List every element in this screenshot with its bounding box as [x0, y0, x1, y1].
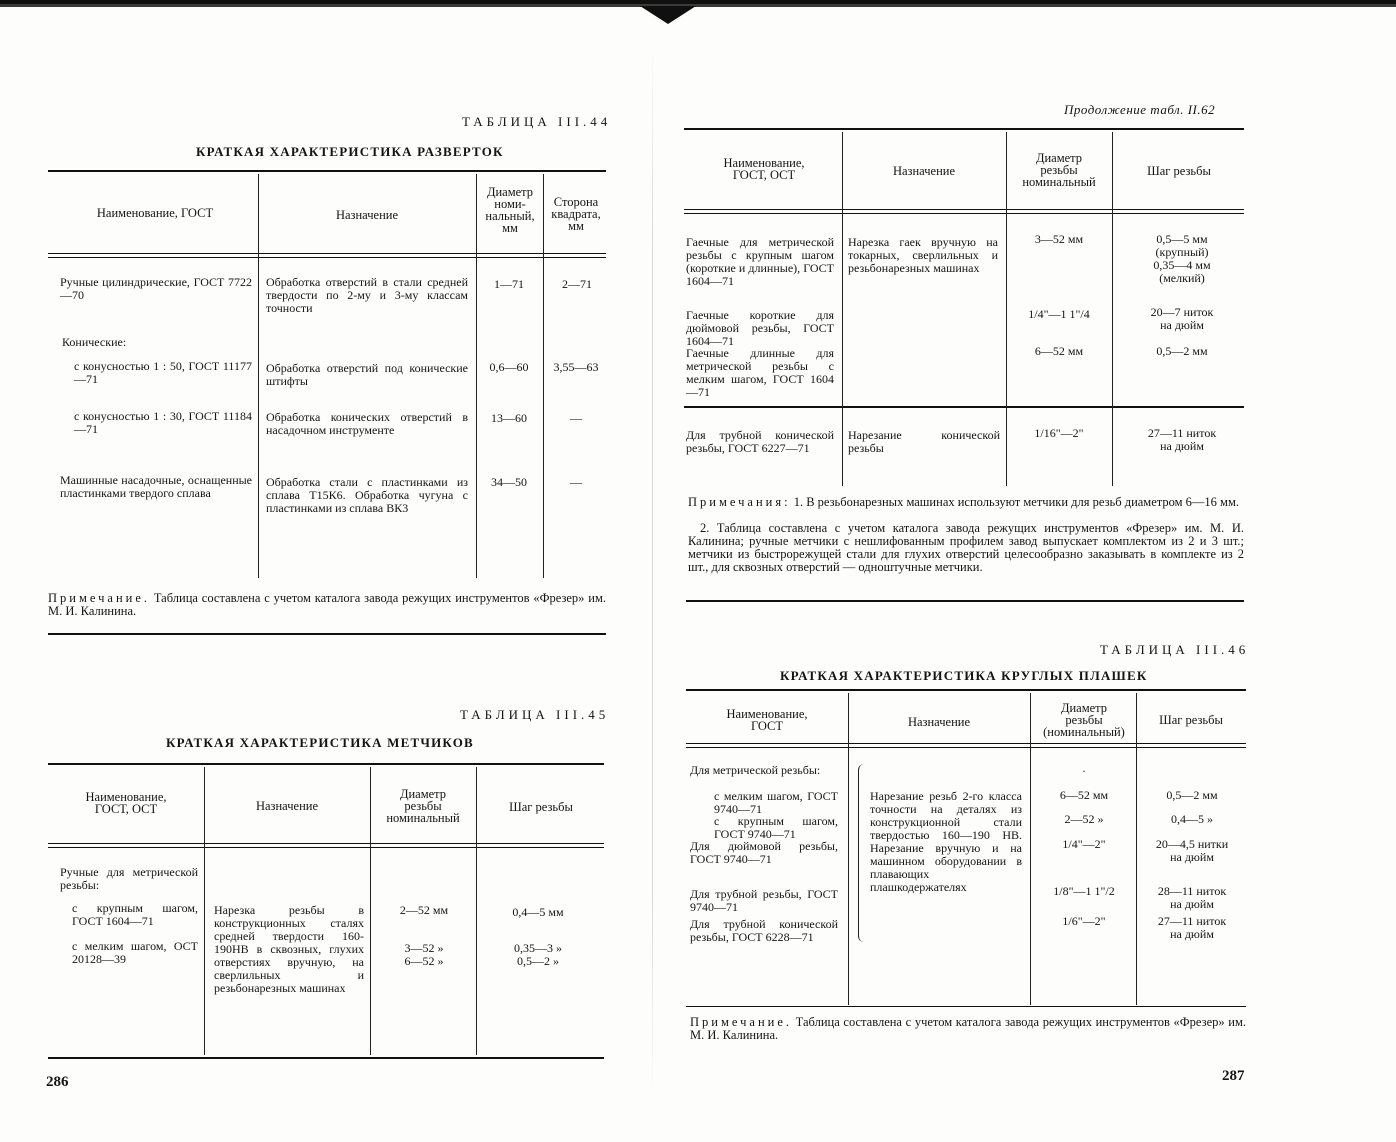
- table44-row2-purpose: Обработка отверстий под конические штифты: [266, 361, 468, 388]
- continuation-purpose-1: Нарезка гаек вручную на токарных, сверлильных и резьбонарезных машинах: [848, 235, 998, 275]
- continuation-diameter-1: 3—52 мм: [1034, 232, 1084, 246]
- continuation-header-rule: [684, 209, 1244, 210]
- table46-note: [690, 1016, 1246, 1042]
- table44-header-rule-2: [48, 257, 606, 258]
- continuation-title: Продолжение табл. II.62: [1064, 102, 1216, 117]
- continuation-col-divider-2: [1006, 132, 1007, 486]
- table44-note-text: Таблица составлена с учетом каталога завода режущих инструментов «Фрезер» им. М. И. Калинина.: [48, 591, 606, 618]
- continuation-header-rule-2: [684, 213, 1244, 214]
- table44-title: КРАТКАЯ ХАРАКТЕРИСТИКА РАЗВЕРТОК: [196, 144, 504, 159]
- table46-row2-pitch: 0,4—5 »: [1171, 812, 1213, 826]
- table46-header-pitch: Шаг резьбы: [1159, 713, 1223, 727]
- table44-header-purpose: Назначение: [335, 208, 398, 222]
- continuation-col-divider-1: [842, 132, 843, 486]
- table44-row3-diameter: 13—60: [491, 411, 527, 425]
- table44-bottom-rule: [48, 633, 606, 635]
- table46-row2-diameter: 2—52 »: [1064, 812, 1104, 826]
- continuation-note: [688, 496, 1244, 509]
- table44-col-divider-3: [543, 174, 544, 578]
- table45-col-divider-3: [476, 767, 477, 1055]
- table45-top-rule: [48, 763, 604, 765]
- table44-row3-purpose: Обработка конических отверстий в насадочном инструменте: [266, 410, 468, 437]
- table45-row1-name: с крупным шагом, ГОСТ 1604—71: [72, 901, 198, 928]
- continuation-name-2: Гаечные короткие для дюймовой резьбы, ГОСТ 1604—71: [686, 308, 834, 348]
- table44-row3-square: —: [570, 411, 582, 425]
- continuation-header-diameter: Диаметр резьбы номинальный: [1022, 151, 1096, 189]
- continuation-pitch-1: 0,5—5 мм (крупный) 0,35—4 мм (мелкий): [1153, 232, 1211, 285]
- table45-bottom-rule: [48, 1057, 604, 1059]
- table45-row1-pitch: 0,4—5 мм: [512, 905, 564, 919]
- table44-row1-diameter: 1—71: [494, 277, 524, 291]
- table45-group-name: Ручные для метрической резьбы:: [60, 865, 198, 892]
- continuation-header-name: Наименование, ГОСТ, ОСТ: [723, 156, 805, 182]
- table46-row5-diameter: 1/6"—2": [1062, 914, 1106, 928]
- table46-row1-pitch: 0,5—2 мм: [1166, 788, 1218, 802]
- continuation-pitch-2: 20—7 ниток на дюйм: [1150, 305, 1214, 332]
- continuation-pitch-3: 0,5—2 мм: [1156, 344, 1208, 358]
- table46-col-divider-1: [848, 693, 849, 1005]
- table45-label: ТАБЛИЦА III.45: [460, 707, 610, 722]
- table46-row4-pitch: 28—11 ниток на дюйм: [1157, 884, 1227, 911]
- table44-top-rule: [48, 170, 606, 172]
- continuation-header-purpose: Назначение: [892, 164, 955, 178]
- table46-note-label: Примечание.: [690, 1015, 793, 1029]
- table46-header-name: Наименование, ГОСТ: [726, 707, 808, 733]
- table44-row2-square: 3,55—63: [553, 360, 599, 374]
- continuation-col-divider-3: [1112, 132, 1113, 486]
- continuation-diameter-3: 6—52 мм: [1034, 344, 1084, 358]
- table46-row4-name: Для трубной резьбы, ГОСТ 9740—71: [690, 887, 838, 914]
- table44-header-rule: [48, 253, 606, 254]
- table45-col-divider-2: [370, 767, 371, 1055]
- table46-row3-name: Для дюймовой резьбы, ГОСТ 9740—71: [690, 839, 838, 866]
- table45-purpose: Нарезка резьбы в конструкционных сталях средней твердости 160-190НВ в сквозных, глухих отверстиях вручную, на сверлильных и резьбонарезных машинах: [214, 903, 364, 995]
- table46-header-rule-2: [686, 747, 1246, 748]
- table44-row1-purpose: Обработка отверстий в стали средней твердости по 2-му и 3-му классам точности: [266, 275, 468, 315]
- table45-row1-diameter: 2—52 мм: [399, 903, 449, 917]
- table44-row4-diameter: 34—50: [491, 475, 527, 489]
- continuation-header-pitch: Шаг резьбы: [1147, 164, 1211, 178]
- table45-header-name: Наименование, ГОСТ, ОСТ: [85, 790, 167, 816]
- page-number-right: 287: [1222, 1068, 1245, 1084]
- table46-purpose: Нарезание резьб 2-го класса точности на деталях из конструкционной стали твердостью 160—190 НВ. Нарезание вручную и на машинном оборудовании в плавающих плашкодержателях: [870, 789, 1022, 894]
- table46-row1-name: с мелким шагом, ГОСТ 9740—71: [714, 789, 838, 816]
- table45-header-rule-2: [48, 847, 604, 848]
- table46-note-text: Таблица составлена с учетом каталога завода режущих инструментов «Фрезер» им. М. И. Калинина.: [690, 1015, 1246, 1042]
- continuation-name-3: Гаечные длинные для метрической резьбы с мелким шагом, ГОСТ 1604—71: [686, 346, 834, 399]
- table44-col-divider-1: [258, 174, 259, 578]
- table44-header-name: Наименование, ГОСТ: [96, 206, 214, 220]
- table46-col-divider-3: [1136, 693, 1137, 1005]
- continuation-top-rule: [684, 128, 1244, 130]
- table46-row4-diameter: 1/8"—1 1"/2: [1053, 884, 1115, 898]
- table46-header-purpose: Назначение: [907, 715, 970, 729]
- table46-row3-diameter: 1/4"—2": [1062, 837, 1106, 851]
- table45-header-diameter: Диаметр резьбы номинальный: [386, 787, 460, 825]
- table46-placeholder-mark: ·: [1082, 764, 1086, 778]
- table45-header-pitch: Шаг резьбы: [509, 800, 573, 814]
- continuation-diameter-2: 1/4"—1 1"/4: [1028, 307, 1090, 321]
- table44-row3-name: с конусностью 1 : 30, ГОСТ 11184—71: [74, 409, 252, 436]
- page-gutter: [652, 40, 653, 1100]
- continuation-row2-name: Для трубной конической резьбы, ГОСТ 6227—71: [686, 428, 834, 455]
- table45-header-rule: [48, 843, 604, 844]
- table44-row2-name: с конусностью 1 : 50, ГОСТ 11177—71: [74, 359, 252, 386]
- table46-row1-diameter: 6—52 мм: [1059, 788, 1109, 802]
- continuation-bottom-rule: [686, 600, 1244, 602]
- table46-title: КРАТКАЯ ХАРАКТЕРИСТИКА КРУГЛЫХ ПЛАШЕК: [780, 668, 1148, 683]
- table46-header-diameter: Диаметр резьбы (номинальный): [1043, 701, 1125, 739]
- continuation-note-text-1: 1. В резьбонарезных машинах используют метчики для резьб диаметром 6—16 мм.: [790, 495, 1239, 509]
- table46-bracket-left: [858, 764, 867, 942]
- table44-col-divider-2: [476, 174, 477, 578]
- table44-row4-square: —: [570, 475, 582, 489]
- table44-note-label: Примечание.: [48, 591, 151, 605]
- table45-col-divider-1: [204, 767, 205, 1055]
- book-spine-band: [0, 0, 1396, 12]
- table45-row2-name: с мелким шагом, ОСТ 20128—39: [72, 939, 198, 966]
- table46-group-name: Для метрической резьбы:: [690, 763, 821, 777]
- table46-top-rule: [686, 689, 1246, 691]
- table45-title: КРАТКАЯ ХАРАКТЕРИСТИКА МЕТЧИКОВ: [166, 735, 474, 750]
- continuation-row2-purpose: Нарезание конической резьбы: [848, 428, 1000, 455]
- table44-note: [48, 592, 606, 618]
- table46-header-rule: [686, 743, 1246, 744]
- table44-row1-square: 2—71: [562, 277, 592, 291]
- continuation-row2-pitch: 27—11 ниток на дюйм: [1147, 426, 1217, 453]
- table44-row2-diameter: 0,6—60: [489, 360, 529, 374]
- table44-row1-name: Ручные цилиндрические, ГОСТ 7722—70: [60, 275, 252, 302]
- continuation-row-rule: [684, 406, 1244, 408]
- table46-row5-name: Для трубной конической резьбы, ГОСТ 6228—71: [690, 917, 838, 944]
- page-number-left: 286: [46, 1074, 69, 1090]
- table46-row5-pitch: 27—11 ниток на дюйм: [1157, 914, 1227, 941]
- table44-label: ТАБЛИЦА III.44: [462, 114, 612, 129]
- table45-row2-diameter: 3—52 » 6—52 »: [404, 941, 444, 968]
- continuation-row2-diameter: 1/16"—2": [1034, 426, 1084, 440]
- table44-header-diameter: Диаметр номи- нальный, мм: [485, 185, 535, 235]
- table44-header-square: Сторона квадрата, мм: [551, 195, 601, 233]
- table45-row2-pitch: 0,35—3 » 0,5—2 »: [514, 941, 562, 968]
- continuation-note-label: Примечания:: [688, 495, 791, 509]
- table46-col-divider-2: [1030, 693, 1031, 1005]
- book-spine-notch: [640, 6, 696, 24]
- table44-row4-name: Машинные насадочные, оснащенные пластинками твердого сплава: [60, 473, 252, 500]
- table46-row3-pitch: 20—4,5 нитки на дюйм: [1155, 837, 1229, 864]
- table44-group-conical: Конические:: [62, 335, 127, 349]
- table45-header-purpose: Назначение: [255, 799, 318, 813]
- table44-row4-purpose: Обработка стали с пластинками из сплава Т15К6. Обработка чугуна с пластинками из сплава ВК3: [266, 475, 468, 515]
- table46-row2-name: с крупным шагом, ГОСТ 9740—71: [714, 814, 838, 841]
- table46-bottom-rule: [686, 1006, 1246, 1007]
- continuation-name-1: Гаечные для метрической резьбы с крупным шагом (короткие и длинные), ГОСТ 1604—71: [686, 235, 834, 288]
- table46-label: ТАБЛИЦА III.46: [1100, 642, 1250, 657]
- continuation-note-2: 2. Таблица составлена с учетом каталога завода режущих инструментов «Фрезер» им. М. И. Калинина; ручные метчики с нешлифованным профилем завод выпускает комплектом из 2 и 3 шт.; метчики из быстрорежущей стали для глухих отверстий целесообразно заказывать в комплекте из 2 шт., для сквозных отверстий — одноштучные метчики.: [688, 521, 1244, 574]
